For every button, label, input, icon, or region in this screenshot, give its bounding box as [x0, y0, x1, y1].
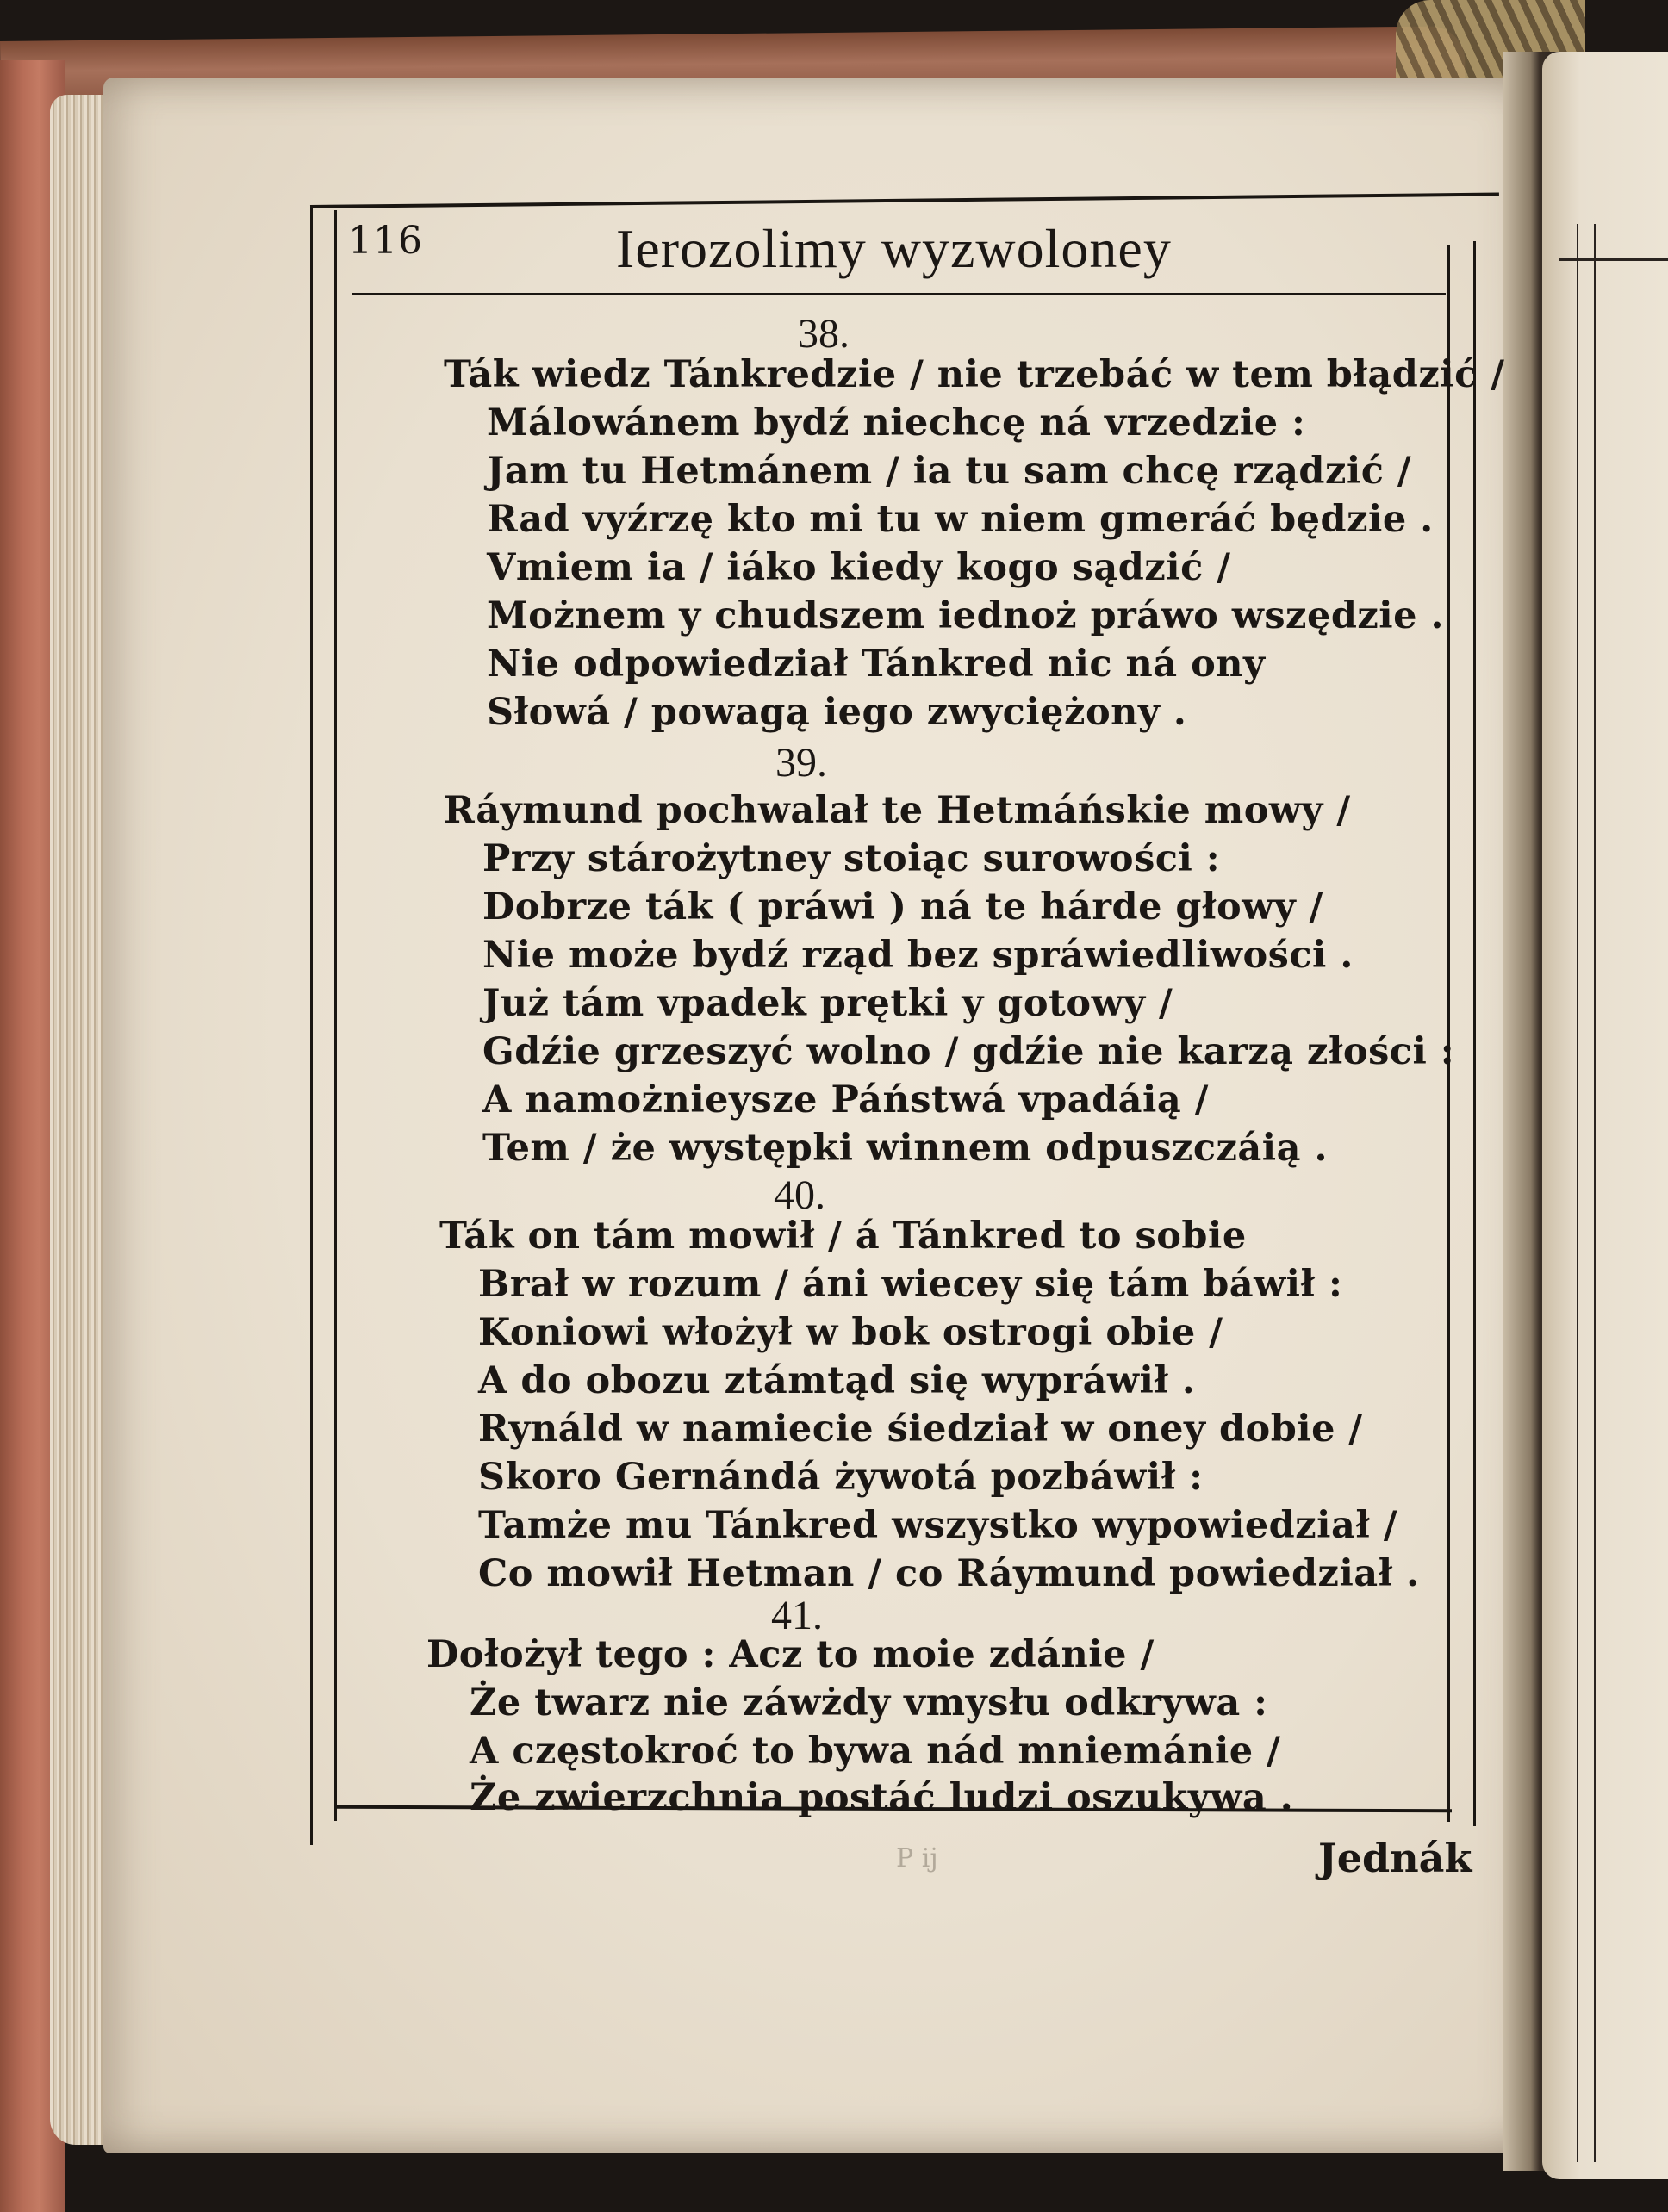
- verse-line: Słowá / powagą iego zwyciężony .: [487, 691, 1187, 734]
- facing-page-rule: [1577, 224, 1578, 2162]
- page-number: 116: [348, 219, 423, 263]
- verse-line: Przy stárożytney stoiąc surowości :: [482, 837, 1221, 880]
- verse-line: Skoro Gernándá żywotá pozbáwił :: [478, 1456, 1204, 1499]
- verse-line: Ráymund pochwalał te Hetmáńskie mowy /: [444, 789, 1351, 832]
- verse-line: Dołożył tego : Acz to moie zdánie /: [426, 1633, 1155, 1676]
- verse-line: Ták wiedz Tánkredzie / nie trzebáć w tem błądzić /: [444, 353, 1505, 396]
- verse-line: Nie odpowiedział Tánkred nic ná ony: [487, 643, 1266, 686]
- verse-line: A namożnieysze Páństwá vpadáią /: [482, 1078, 1209, 1122]
- verse-line: Co mowił Hetman / co Ráymund powiedział .: [478, 1552, 1420, 1595]
- stanza-number: 39.: [775, 740, 827, 786]
- verse-line: Málowánem bydź niechcę ná vrzedzie :: [487, 401, 1306, 444]
- catchword: Jednák: [1318, 1835, 1472, 1881]
- verse-line: Możnem y chudszem iednoż práwo wszędzie .: [487, 594, 1444, 637]
- stanza-number: 38.: [798, 311, 850, 357]
- verse-line: Jam tu Hetmánem / ia tu sam chcę rządzić /: [487, 450, 1412, 493]
- running-title: Ierozolimy wyzwoloney: [616, 218, 1172, 279]
- verse-line: Rynáld w namiecie śiedział w oney dobie /: [478, 1407, 1363, 1451]
- verse-line: Gdźie grzeszyć wolno / gdźie nie karzą złości :: [482, 1030, 1455, 1073]
- signature-mark: P ij: [896, 1843, 938, 1873]
- stanza-number: 41.: [771, 1593, 823, 1638]
- frame-left-outer-rule: [310, 208, 313, 1845]
- verse-line: Tem / że występki winnem odpuszczáią .: [482, 1127, 1328, 1170]
- verse-line: Vmiem ia / iáko kiedy kogo sądzić /: [487, 546, 1231, 589]
- verse-line: Ták on tám mowił / á Tánkred to sobie: [439, 1215, 1247, 1258]
- verse-line: A częstokroć to bywa nád mniemánie /: [470, 1730, 1281, 1773]
- verse-line: Już tám vpadek prętki y gotowy /: [482, 982, 1173, 1025]
- facing-page: [1542, 52, 1668, 2179]
- verse-line: Że twarz nie záwżdy vmysłu odkrywa :: [470, 1681, 1268, 1724]
- frame-right-outer-rule: [1473, 241, 1476, 1826]
- verse-line: Brał w rozum / áni wiecey się tám báwił :: [478, 1263, 1343, 1306]
- frame-left-inner-rule: [334, 210, 337, 1821]
- facing-page-rule: [1559, 258, 1668, 261]
- verse-line: Rad vyźrzę kto mi tu w niem gmeráć będzie .: [487, 498, 1434, 541]
- stanza-number: 40.: [774, 1172, 825, 1218]
- verse-line: A do obozu ztámtąd się wypráwił .: [478, 1359, 1196, 1402]
- facing-page-rule: [1594, 224, 1596, 2162]
- verse-line: Nie może bydź rząd bez spráwiedliwości .: [482, 934, 1354, 977]
- verse-line: Tamże mu Tánkred wszystko wypowiedział /: [478, 1504, 1398, 1547]
- verse-line: Dobrze ták ( práwi ) ná te hárde głowy /: [482, 885, 1323, 929]
- verse-line: Że zwierzchnia postáć ludzi oszukywa .: [470, 1776, 1294, 1819]
- verse-line: Koniowi włożył w bok ostrogi obie /: [478, 1311, 1223, 1354]
- header-rule: [352, 293, 1446, 295]
